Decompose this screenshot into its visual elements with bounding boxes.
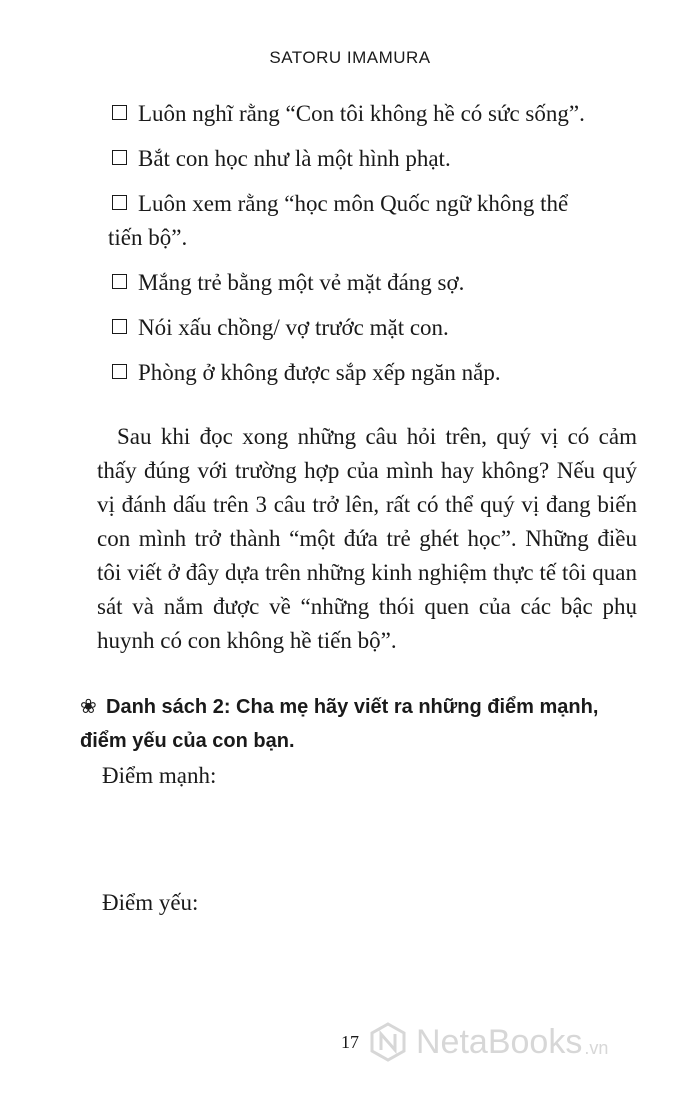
checkbox-icon — [112, 150, 127, 165]
checkbox-icon — [112, 105, 127, 120]
watermark-brand: NetaBooks — [416, 1022, 583, 1061]
checklist-item — [108, 309, 648, 347]
section-heading-text: Danh sách 2: Cha mẹ hãy viết ra những điểm mạnh, điểm yếu của con bạn. — [80, 696, 599, 752]
checklist-item-continuation: tiến bộ”. — [108, 225, 188, 250]
checklist-item — [108, 354, 648, 392]
section-heading — [80, 690, 640, 758]
checkbox-icon — [112, 319, 127, 334]
checkbox-icon — [112, 364, 127, 379]
checklist-item-text: Phòng ở không được sắp xếp ngăn nắp. — [138, 360, 501, 385]
checkbox-icon — [112, 195, 127, 210]
checklist-item-text: Mắng trẻ bằng một vẻ mặt đáng sợ. — [138, 270, 465, 295]
flower-icon: ❀ — [80, 696, 97, 718]
netabooks-logo-icon — [368, 1022, 408, 1062]
watermark-tld: .vn — [584, 1037, 609, 1058]
checklist-item — [108, 95, 648, 133]
watermark — [368, 1022, 608, 1062]
checklist-item — [108, 264, 648, 302]
page-number: 17 — [341, 1032, 359, 1052]
checklist-item-text: Bắt con học như là một hình phạt. — [138, 146, 451, 171]
running-header: SATORU IMAMURA — [269, 48, 431, 67]
checklist-item — [108, 140, 648, 178]
weaknesses-label: Điểm yếu: — [102, 890, 199, 915]
checkbox-icon — [112, 274, 127, 289]
body-paragraph — [97, 420, 637, 658]
checklist-item-text: Luôn xem rằng “học môn Quốc ngữ không thể — [138, 191, 569, 216]
body-paragraph-text: Sau khi đọc xong những câu hỏi trên, quý vị có cảm thấy đúng với trường hợp của mình hay không? Nếu quý vị đánh dấu trên 3 câu trở lên, rất có thể quý vị đang biến con mình trở thành “một đứa trẻ ghét học”. Những điều tôi viết ở đây dựa trên những kinh nghiệm thực tế tôi quan sát và nắm được về “những thói quen của các bậc phụ huynh có con không hề tiến bộ”. — [97, 424, 637, 653]
checklist — [108, 95, 648, 399]
checklist-item-text: Luôn nghĩ rằng “Con tôi không hề có sức sống”. — [138, 101, 585, 126]
checklist-item — [108, 185, 648, 257]
strengths-label: Điểm mạnh: — [102, 763, 217, 788]
checklist-item-text: Nói xấu chồng/ vợ trước mặt con. — [138, 315, 449, 340]
